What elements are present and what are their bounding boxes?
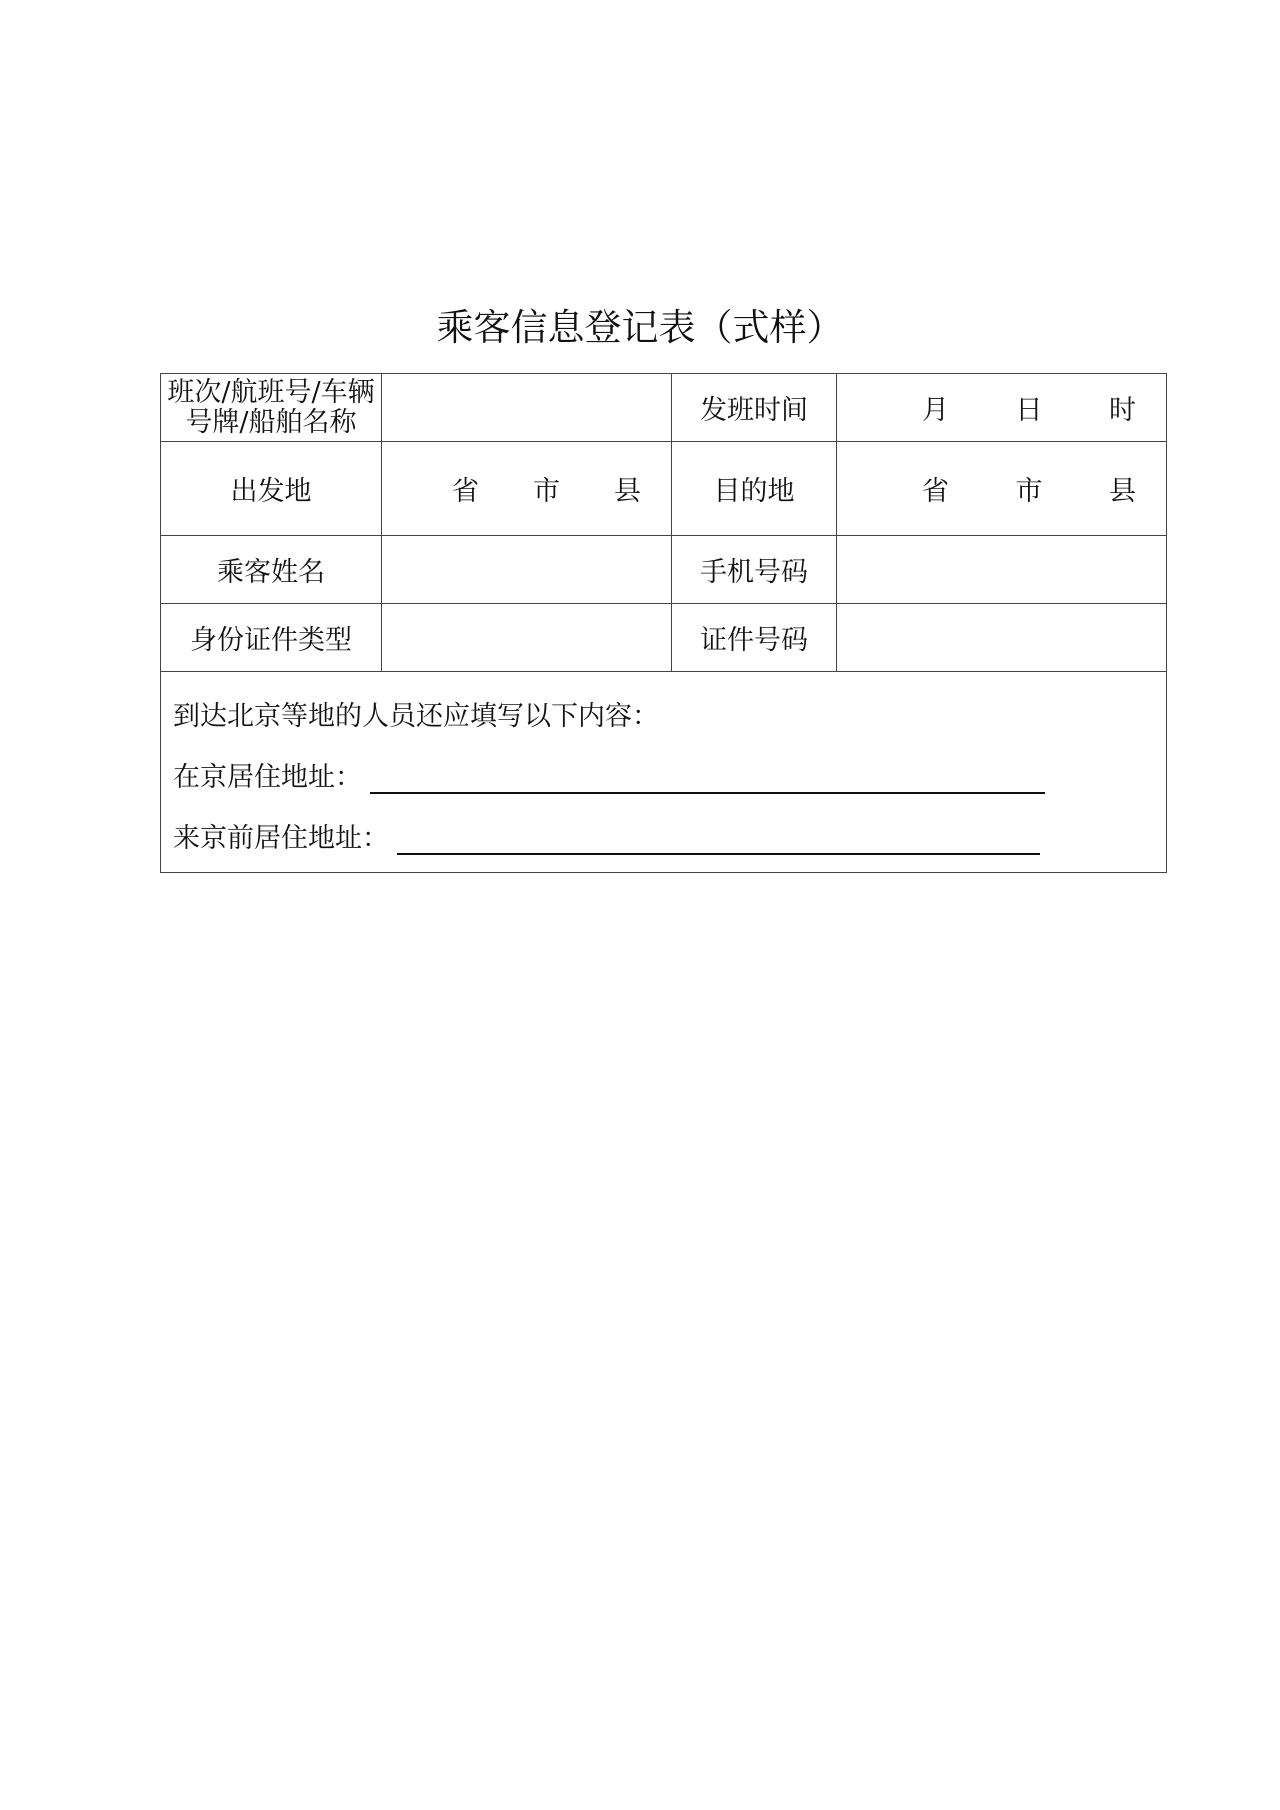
passenger-registration-table [160, 373, 1167, 873]
address-before-field[interactable] [397, 823, 1040, 855]
trip-number-label-line1: 班次/航班号/车辆 [167, 376, 375, 408]
address-in-beijing-label: 在京居住地址： [173, 761, 362, 793]
city-label: 市 [533, 476, 560, 507]
destination-label: 目的地 [672, 442, 837, 536]
table-row [161, 672, 1167, 873]
departure-time-field[interactable] [837, 374, 1167, 442]
county-label: 县 [614, 476, 641, 507]
phone-field[interactable] [837, 536, 1167, 604]
table-row [161, 442, 1167, 536]
day-label: 日 [1015, 395, 1043, 426]
table-row [161, 604, 1167, 672]
address-in-beijing-row [173, 755, 1154, 794]
address-before-row [173, 816, 1154, 855]
address-in-beijing-field[interactable] [370, 762, 1045, 794]
form-title: 乘客信息登记表（式样） [436, 306, 844, 349]
table-row [161, 374, 1167, 442]
phone-label: 手机号码 [672, 536, 837, 604]
origin-label: 出发地 [161, 442, 382, 536]
destination-field[interactable] [837, 442, 1167, 536]
beijing-section [161, 672, 1167, 873]
id-number-field[interactable] [837, 604, 1167, 672]
table-row [161, 536, 1167, 604]
id-number-label: 证件号码 [672, 604, 837, 672]
beijing-heading: 到达北京等地的人员还应填写以下内容： [173, 700, 659, 732]
trip-number-field[interactable] [382, 374, 672, 442]
origin-field[interactable] [382, 442, 672, 536]
address-before-label: 来京前居住地址： [173, 822, 389, 854]
province-label: 省 [922, 476, 949, 507]
hour-label: 时 [1109, 395, 1136, 426]
passenger-name-label: 乘客姓名 [161, 536, 382, 604]
month-label: 月 [922, 395, 949, 426]
county-label: 县 [1109, 476, 1136, 507]
trip-number-label [161, 374, 382, 442]
province-label: 省 [452, 476, 479, 507]
departure-time-label: 发班时间 [672, 374, 837, 442]
trip-number-label-line2: 号牌/船舶名称 [185, 406, 357, 438]
passenger-name-field[interactable] [382, 536, 672, 604]
city-label: 市 [1015, 476, 1043, 507]
id-type-field[interactable] [382, 604, 672, 672]
id-type-label: 身份证件类型 [161, 604, 382, 672]
